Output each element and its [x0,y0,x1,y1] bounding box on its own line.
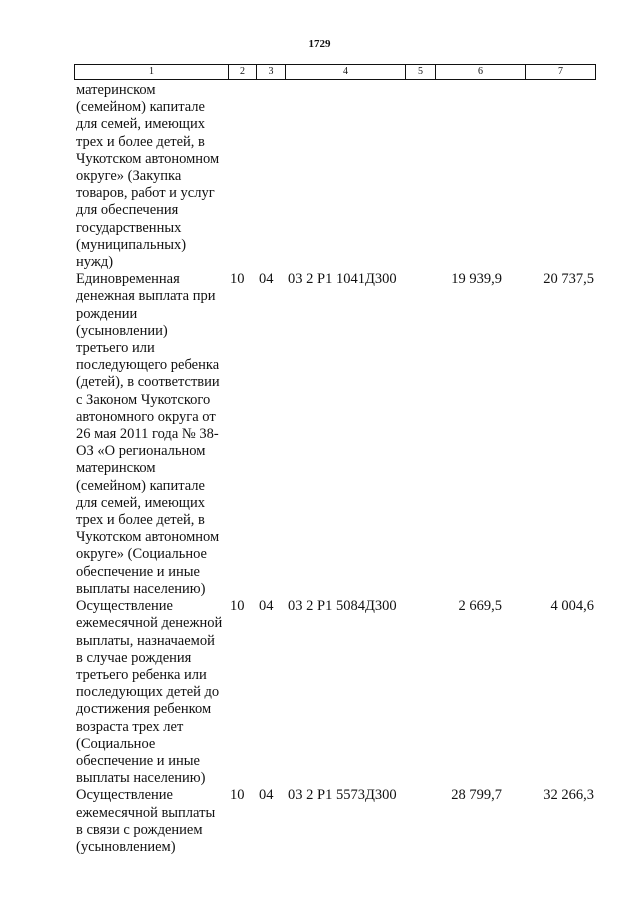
row-amount-1: 28 799,7 [451,787,502,804]
row-section: 10 [230,787,245,804]
row-target-code: 03 2 Р1 5084Д300 [288,598,397,615]
table-row [74,598,595,787]
header-row [75,65,596,80]
page-number: 1729 [308,38,331,50]
row-subsection: 04 [259,271,274,288]
row-name: Осуществление ежемесячной денежной выплаты, назначаемой в случае рождения третьего ребенка или последующих детей до достижения ребенком возраста трех лет (Социальное обеспечение и иные выплаты населению) [76,598,223,787]
table-row [74,82,595,271]
row-name: материнском (семейном) капитале для семей, имеющих трех и более детей, в Чукотском автономном округе» (Закупка товаров, работ и услуг для обеспечения государственных (муниципальных) нужд) [76,82,220,271]
header-col-4: 4 [286,65,406,80]
row-name: Осуществление ежемесячной выплаты в связи с рождением (усыновлением) [76,787,216,855]
table-header [74,64,596,80]
row-name: Единовременная денежная выплата при рождении (усыновлении) третьего или последующего ребенка (детей), в соответствии с Законом Чукотского автономного округа от 26 мая 2011 года № 38- ОЗ «О региональном материнском (семейном) капитале для семей, имеющих трех и более детей, в Чукотском автономном округе» (Социальное обеспечение и иные выплаты населению) [76,271,220,597]
header-col-2: 2 [229,65,257,80]
header-col-1: 1 [75,65,229,80]
table-body [74,82,595,856]
row-target-code: 03 2 Р1 1041Д300 [288,271,397,288]
row-amount-2: 20 737,5 [543,271,594,288]
header-col-6: 6 [436,65,526,80]
row-amount-2: 32 266,3 [543,787,594,804]
row-amount-1: 19 939,9 [451,271,502,288]
row-subsection: 04 [259,787,274,804]
row-section: 10 [230,271,245,288]
row-amount-2: 4 004,6 [550,598,594,615]
row-subsection: 04 [259,598,274,615]
header-col-7: 7 [526,65,596,80]
row-target-code: 03 2 Р1 5573Д300 [288,787,397,804]
header-col-3: 3 [257,65,286,80]
table-row [74,787,595,856]
row-section: 10 [230,598,245,615]
table-row [74,271,595,598]
row-amount-1: 2 669,5 [458,598,502,615]
header-col-5: 5 [406,65,436,80]
